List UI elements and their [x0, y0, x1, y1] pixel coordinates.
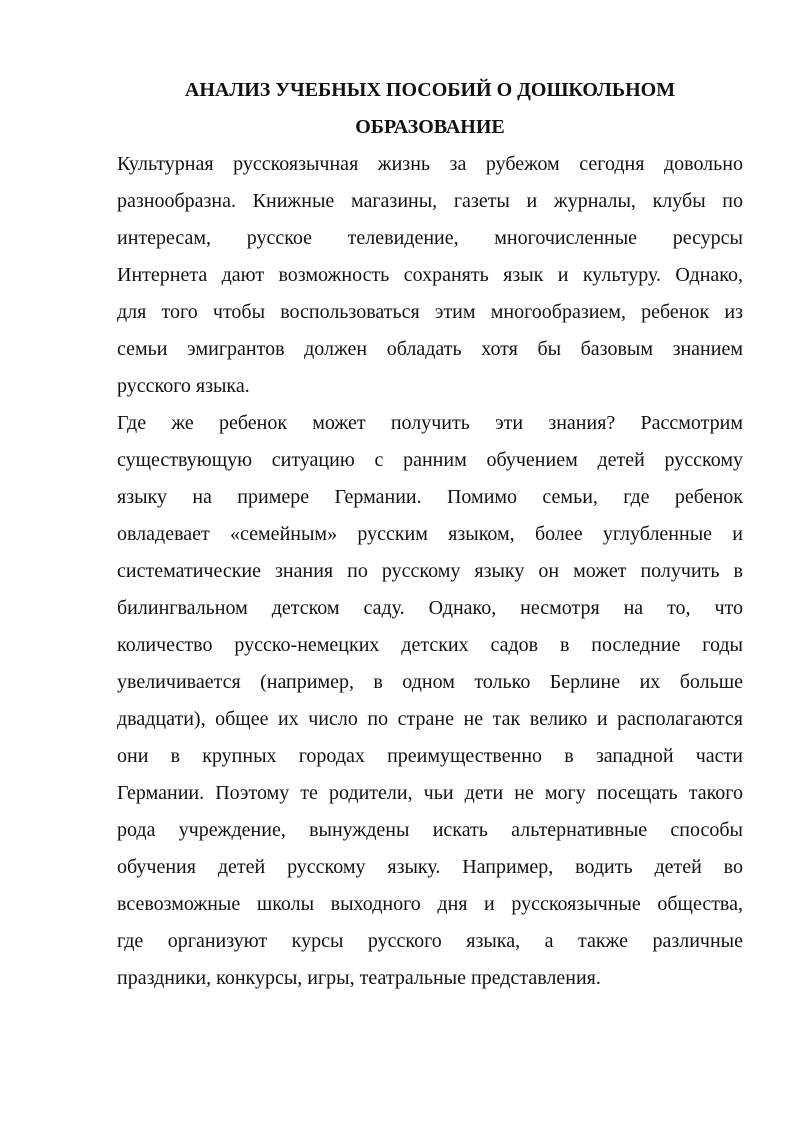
- text-line: Где же ребенок может получить эти знания? Рассмотрим: [117, 412, 743, 434]
- text-line: они в крупных городах преимущественно в западной части: [117, 745, 743, 767]
- text-line: количество русско-немецких детских садов в последние годы: [117, 634, 743, 656]
- text-line: праздники, конкурсы, игры, театральные представления.: [117, 967, 601, 989]
- text-line: русского языка.: [117, 375, 250, 397]
- text-line: где организуют курсы русского языка, а также различные: [117, 930, 743, 952]
- text-line: систематические знания по русскому языку он может получить в: [117, 560, 743, 582]
- text-line: всевозможные школы выходного дня и русскоязычные общества,: [117, 893, 743, 915]
- document-title-line: АНАЛИЗ УЧЕБНЫХ ПОСОБИЙ О ДОШКОЛЬНОМ: [184, 79, 676, 101]
- text-line: двадцати), общее их число по стране не так велико и располагаются: [117, 708, 743, 730]
- document-title-line: ОБРАЗОВАНИЕ: [355, 116, 505, 138]
- text-line: разнообразна. Книжные магазины, газеты и журналы, клубы по: [117, 190, 743, 212]
- text-line: Германии. Поэтому те родители, чьи дети не могу посещать такого: [117, 782, 743, 804]
- text-line: семьи эмигрантов должен обладать хотя бы базовым знанием: [117, 338, 743, 360]
- document-title: [117, 72, 743, 146]
- text-line: интересам, русское телевидение, многочисленные ресурсы: [117, 227, 743, 249]
- paragraph-2: [117, 405, 743, 997]
- text-line: обучения детей русскому языку. Например, водить детей во: [117, 856, 743, 878]
- document-content: [117, 72, 743, 997]
- text-line: билингвальном детском саду. Однако, несмотря на то, что: [117, 597, 743, 619]
- text-line: рода учреждение, вынуждены искать альтернативные способы: [117, 819, 743, 841]
- text-line: Культурная русскоязычная жизнь за рубежом сегодня довольно: [117, 153, 743, 175]
- text-line: существующую ситуацию с ранним обучением детей русскому: [117, 449, 743, 471]
- text-line: языку на примере Германии. Помимо семьи, где ребенок: [117, 486, 743, 508]
- paragraph-1: [117, 146, 743, 405]
- text-line: для того чтобы воспользоваться этим многообразием, ребенок из: [117, 301, 743, 323]
- text-line: Интернета дают возможность сохранять язык и культуру. Однако,: [117, 264, 743, 286]
- text-line: увеличивается (например, в одном только Берлине их больше: [117, 671, 743, 693]
- text-line: овладевает «семейным» русским языком, более углубленные и: [117, 523, 743, 545]
